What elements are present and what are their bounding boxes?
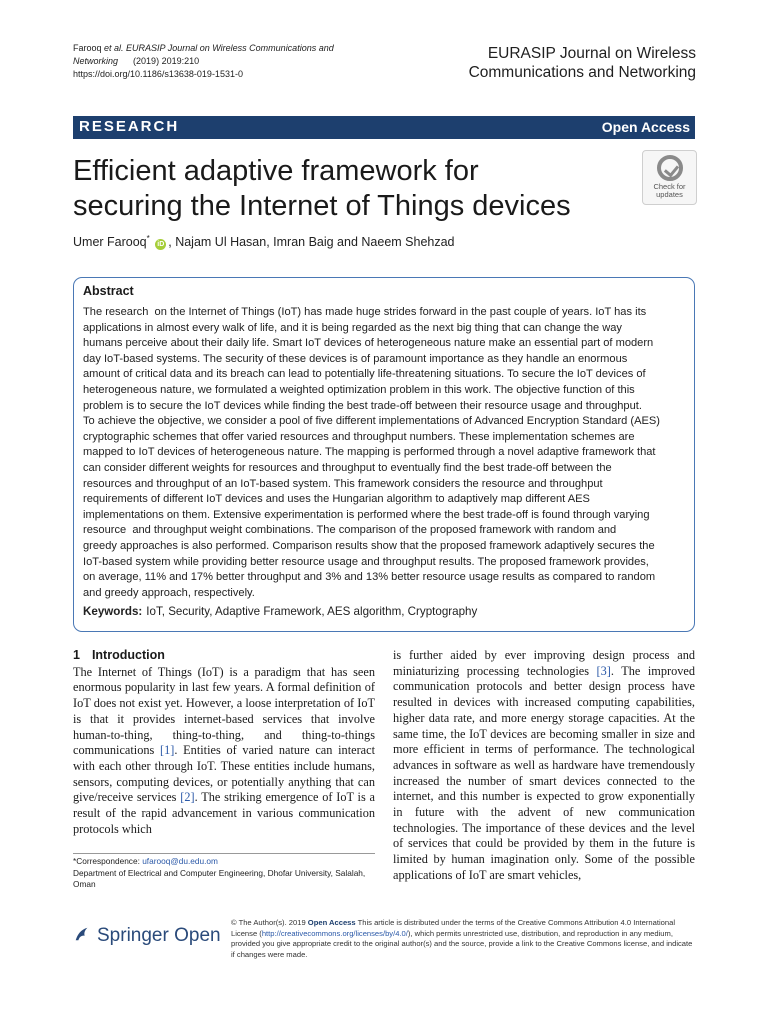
- license-text: © The Author(s). 2019 Open Access This article is distributed under the terms of the Creative Commons Attribution 4.0 International License (http://creativecommons.org/licenses/by/4.0/), which permits unrestricted use, distribution, and reproduction in any medium, provided you give appropriate credit to the original author(s) and the source, provide a link to the Creative Commons license, and indicate if changes were made.: [231, 918, 693, 960]
- intro-paragraph-right: is further aided by ever improving design process and miniaturizing processing technologies [3]. The improved communication protocols and better design process have resulted in devices with increased computing capabilities, higher data rate, and more energy storage capacities. At the same time, the IoT devices are becoming smaller in size and more efficient in terms of performance. The technological advances in software as well as hardware have tremendously increased the number of smart devices connected to the internet, and this number is expected to grow exponentially in future with the advent of new communication technologies. The importance of these devices and the level of services that could be provided by them in the future is limited by human imagination only. Some of the possible applications of IoT are smart vehicles,: [393, 648, 695, 882]
- abstract-line: IoT-based system while providing better resource usage and throughput results. The proposed framework provides,: [83, 555, 649, 568]
- springer-open-logo: [73, 925, 221, 947]
- abstract-line: humans perceive about their daily life. Smart IoT devices of heterogeneous nature make an essential part of modern: [83, 337, 654, 350]
- abstract-line: resources and throughput of an IoT-based system. This framework considers the resource and throughput: [83, 477, 603, 490]
- check-updates-icon: [657, 155, 683, 181]
- reference-link[interactable]: [2]: [180, 790, 195, 805]
- research-label: RESEARCH: [79, 118, 180, 135]
- keywords-list: IoT, Security, Adaptive Framework, AES algorithm, Cryptography: [146, 605, 478, 618]
- abstract-line: can consider different weights for resources and throughput to eventually find the best trade-off between the: [83, 461, 612, 474]
- intro-paragraph-left: The Internet of Things (IoT) is a paradigm that has seen enormous popularity in last few years. A formal definition of IoT does not exist yet. However, a loose interpretation of IoT is that it provides internet-based services that involve human-to-thing, thing-to-thing, and thing-to-things communications [1]. Entities of varied nature can interact with each other through IoT. These entities include humans, sensors, computing devices, or potentially anything that can give/receive services [2]. The striking emergence of IoT is a result of the rapid advancement in various communication protocols which: [73, 664, 375, 836]
- citation-block: [73, 42, 363, 81]
- abstract-line: applications in almost every walk of life, and it is being regarded as the next big thing that can change the way: [83, 321, 622, 334]
- springer-horse-icon: [73, 925, 91, 943]
- author-list: [73, 234, 455, 250]
- author-first[interactable]: Umer Farooq: [73, 235, 147, 250]
- reference-link[interactable]: [1]: [160, 743, 175, 758]
- check-updates-label: Check for updates: [653, 182, 686, 199]
- correspondence-label: *Correspondence:: [73, 856, 143, 866]
- section-number: 1: [73, 648, 80, 662]
- open-access-label: Open Access: [601, 119, 690, 135]
- affiliation: Department of Electrical and Computer Engineering, Dhofar University, Salalah, Oman: [73, 867, 366, 889]
- correspondence-footnote: [73, 856, 375, 891]
- section-title: Introduction: [91, 648, 165, 662]
- authors-rest: , Najam Ul Hasan, Imran Baig and Naeem Shehzad: [168, 235, 455, 250]
- abstract-heading: Abstract: [83, 284, 134, 298]
- abstract-line: and greedy approach, respectively.: [83, 586, 255, 599]
- article-type-banner: [73, 116, 695, 139]
- abstract-line: on average, 11% and 17% better throughput and 3% and 13% better resource usage results as compared to random: [83, 571, 656, 584]
- springer-wordmark: Springer: [97, 925, 169, 946]
- abstract-line: implementations on them. Extensive experimentation is performed where the best trade-off is found through varying: [83, 508, 650, 521]
- abstract-line: resource and throughput weight combinations. The comparison of the proposed framework with random and: [83, 524, 617, 537]
- title-line1: Efficient adaptive framework for: [73, 155, 479, 187]
- abstract-line: cryptographic schemes that offer varied resources and throughput numbers. These implementation schemes are: [83, 430, 635, 443]
- license-open-access: Open Access: [307, 918, 356, 927]
- abstract-line: heterogeneous nature, we formulated a weighted optimization problem in this work. The objective function of this: [83, 383, 635, 396]
- open-wordmark: Open: [174, 925, 221, 946]
- license-link[interactable]: http://creativecommons.org/licenses/by/4.0/: [261, 928, 408, 938]
- keywords-label: Keywords:: [83, 605, 143, 618]
- abstract-line: requirements of different IoT devices and uses the Hungarian algorithm to adaptively map different AES: [83, 493, 590, 506]
- citation-authors: Farooq: [73, 43, 105, 53]
- abstract-line: problem is to secure the IoT devices while finding the best trade-off between their resource usage and throughput.: [83, 399, 642, 412]
- check-for-updates-button[interactable]: [642, 150, 697, 205]
- footnote-divider: [73, 853, 375, 854]
- article-title: [73, 154, 633, 224]
- abstract-line: The research on the Internet of Things (IoT) has made huge strides forward in the past couple of years. IoT has its: [83, 306, 647, 318]
- abstract-line: To achieve the objective, we consider a pool of five different implementations of Advanced Encryption Standard (AES): [83, 415, 660, 428]
- abstract-line: mapped to IoT devices of heterogeneous nature. The mapping is performed through a novel adaptive framework that: [83, 446, 656, 459]
- correspondence-email[interactable]: ufarooq@du.edu.om: [142, 856, 218, 866]
- body-column-left: [73, 648, 375, 837]
- journal-name: [469, 44, 696, 82]
- abstract-line: greedy approaches is also performed. Comparison results show that the proposed framework adaptively secures the: [83, 539, 655, 552]
- abstract-body: [83, 305, 687, 601]
- citation-journal: EURASIP Journal on Wireless Communications and: [123, 43, 334, 53]
- keywords-line: [83, 605, 477, 618]
- abstract-line: amount of critical data and its breach can lead to potentially life-threatening situations. To secure the IoT devices of: [83, 368, 646, 381]
- corresponding-marker: *: [146, 234, 150, 243]
- section-heading: [73, 648, 375, 664]
- journal-name-line1: EURASIP Journal on Wireless: [487, 45, 696, 62]
- journal-name-line2: Communications and Networking: [468, 64, 696, 81]
- abstract-box: [73, 277, 695, 632]
- citation-year: (2019) 2019:210: [133, 56, 200, 66]
- doi-link[interactable]: https://doi.org/10.1186/s13638-019-1531-0: [73, 69, 243, 79]
- orcid-icon[interactable]: iD: [157, 241, 165, 249]
- citation-etal: et al.: [104, 43, 124, 53]
- body-column-right: [393, 648, 695, 884]
- abstract-line: day IoT-based systems. The security of these devices is of paramount importance as they handle an enormous: [83, 352, 628, 365]
- title-line2: securing the Internet of Things devices: [73, 190, 571, 222]
- citation-journal-cont: Networking: [73, 56, 119, 66]
- reference-link[interactable]: [3]: [596, 663, 611, 678]
